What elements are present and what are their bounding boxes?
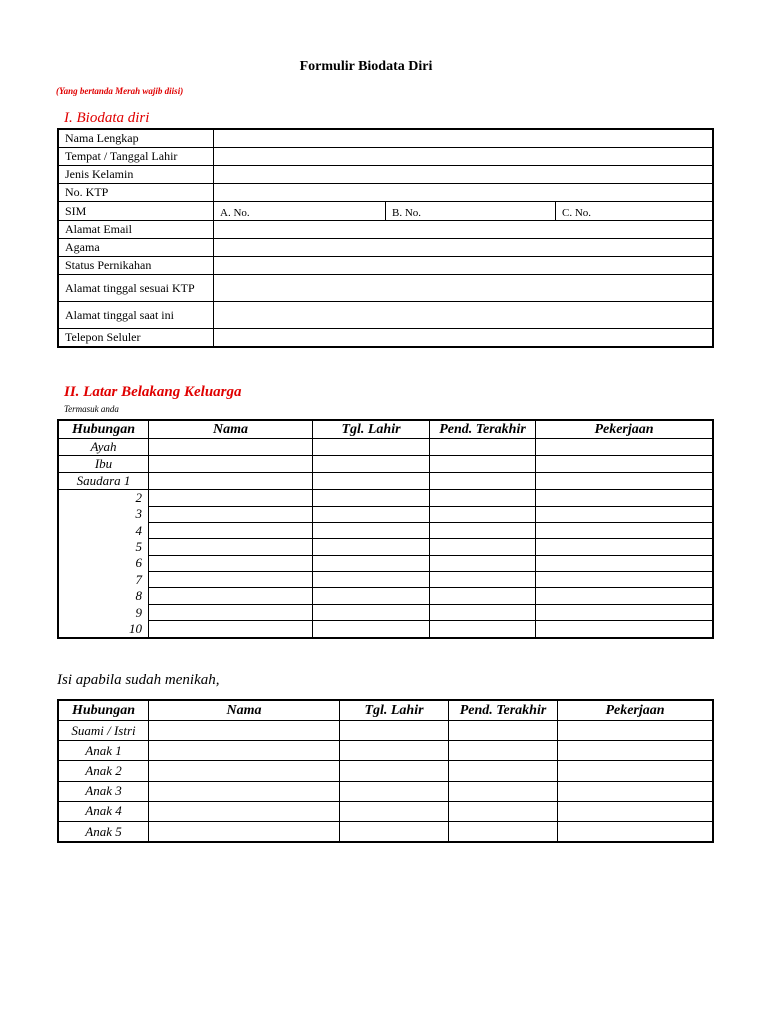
label-no-ktp: No. KTP	[58, 184, 214, 202]
field-agama[interactable]	[214, 239, 714, 257]
relation-label: Anak 2	[58, 761, 149, 781]
cell-tgl-lahir[interactable]	[313, 506, 430, 522]
cell-pekerjaan[interactable]	[536, 539, 714, 555]
row-no-ktp	[58, 184, 713, 202]
section2-subheading: Termasuk anda	[64, 404, 119, 414]
label-jenis-kelamin: Jenis Kelamin	[58, 166, 214, 184]
table-row	[58, 456, 713, 473]
table-row	[58, 741, 713, 761]
table-row	[58, 506, 713, 522]
row-alamat-kini	[58, 302, 713, 329]
spouse-header-row	[58, 700, 713, 721]
cell-tgl-lahir[interactable]	[313, 473, 430, 490]
row-jenis-kelamin	[58, 166, 713, 184]
cell-tgl-lahir[interactable]	[340, 801, 449, 821]
header-pendidikan: Pend. Terakhir	[430, 420, 536, 439]
cell-nama[interactable]	[149, 490, 313, 507]
table-row	[58, 473, 713, 490]
header-hubungan: Hubungan	[58, 700, 149, 721]
relation-label: 4	[58, 522, 149, 538]
cell-pekerjaan[interactable]	[536, 588, 714, 604]
label-ttl: Tempat / Tanggal Lahir	[58, 148, 214, 166]
label-nama-lengkap: Nama Lengkap	[58, 129, 214, 148]
header-hubungan: Hubungan	[58, 420, 149, 439]
cell-tgl-lahir[interactable]	[313, 522, 430, 538]
cell-pendidikan[interactable]	[449, 801, 558, 821]
cell-pendidikan[interactable]	[430, 604, 536, 620]
row-sim	[58, 202, 713, 221]
cell-pekerjaan[interactable]	[536, 456, 714, 473]
field-jenis-kelamin[interactable]	[214, 166, 714, 184]
cell-nama[interactable]	[149, 506, 313, 522]
table-row	[58, 721, 713, 741]
cell-nama[interactable]	[149, 604, 313, 620]
cell-tgl-lahir[interactable]	[313, 539, 430, 555]
relation-label: 7	[58, 572, 149, 588]
field-status[interactable]	[214, 257, 714, 275]
relation-label: Anak 1	[58, 741, 149, 761]
cell-nama[interactable]	[149, 781, 340, 801]
field-alamat-kini[interactable]	[214, 302, 714, 329]
family-header-row	[58, 420, 713, 439]
cell-pendidikan[interactable]	[430, 572, 536, 588]
cell-tgl-lahir[interactable]	[340, 761, 449, 781]
cell-tgl-lahir[interactable]	[313, 490, 430, 507]
cell-pekerjaan[interactable]	[536, 572, 714, 588]
cell-nama[interactable]	[149, 588, 313, 604]
header-nama: Nama	[149, 700, 340, 721]
cell-pekerjaan[interactable]	[536, 439, 714, 456]
row-agama	[58, 239, 713, 257]
table-row	[58, 539, 713, 555]
row-alamat-ktp	[58, 275, 713, 302]
field-sim-c[interactable]: C. No.	[556, 202, 714, 221]
biodata-table	[57, 128, 714, 348]
cell-tgl-lahir[interactable]	[340, 821, 449, 842]
table-row	[58, 621, 713, 638]
cell-pendidikan[interactable]	[430, 506, 536, 522]
cell-pekerjaan[interactable]	[536, 490, 714, 507]
cell-pendidikan[interactable]	[430, 439, 536, 456]
cell-pekerjaan[interactable]	[536, 604, 714, 620]
family-table	[57, 419, 714, 639]
cell-pendidikan[interactable]	[430, 555, 536, 571]
cell-pendidikan[interactable]	[430, 490, 536, 507]
field-telepon[interactable]	[214, 329, 714, 348]
table-row	[58, 572, 713, 588]
label-status: Status Pernikahan	[58, 257, 214, 275]
label-alamat-ktp: Alamat tinggal sesuai KTP	[58, 275, 214, 302]
label-alamat-kini: Alamat tinggal saat ini	[58, 302, 214, 329]
table-row	[58, 604, 713, 620]
section2-heading: II. Latar Belakang Keluarga	[64, 384, 242, 400]
relation-label: 5	[58, 539, 149, 555]
header-tgl-lahir: Tgl. Lahir	[313, 420, 430, 439]
cell-tgl-lahir[interactable]	[313, 555, 430, 571]
cell-pekerjaan[interactable]	[536, 473, 714, 490]
cell-pekerjaan[interactable]	[536, 621, 714, 638]
cell-pekerjaan[interactable]	[558, 741, 714, 761]
spouse-children-table	[57, 699, 714, 843]
cell-pendidikan[interactable]	[430, 456, 536, 473]
header-nama: Nama	[149, 420, 313, 439]
field-ttl[interactable]	[214, 148, 714, 166]
label-agama: Agama	[58, 239, 214, 257]
cell-nama[interactable]	[149, 801, 340, 821]
cell-tgl-lahir[interactable]	[340, 741, 449, 761]
relation-label: Anak 3	[58, 781, 149, 801]
married-label: Isi apabila sudah menikah,	[57, 672, 220, 688]
table-row	[58, 588, 713, 604]
form-title: Formulir Biodata Diri	[299, 59, 433, 74]
cell-pekerjaan[interactable]	[536, 555, 714, 571]
cell-pendidikan[interactable]	[430, 621, 536, 638]
cell-pekerjaan[interactable]	[536, 522, 714, 538]
cell-pendidikan[interactable]	[449, 821, 558, 842]
relation-label: Saudara 1	[58, 473, 149, 490]
cell-nama[interactable]	[149, 539, 313, 555]
label-sim: SIM	[58, 202, 214, 221]
row-email	[58, 221, 713, 239]
table-row	[58, 801, 713, 821]
cell-pekerjaan[interactable]	[558, 821, 714, 842]
cell-nama[interactable]	[149, 473, 313, 490]
header-pendidikan: Pend. Terakhir	[449, 700, 558, 721]
cell-nama[interactable]	[149, 555, 313, 571]
table-row	[58, 761, 713, 781]
header-pekerjaan: Pekerjaan	[558, 700, 714, 721]
cell-tgl-lahir[interactable]	[313, 572, 430, 588]
cell-tgl-lahir[interactable]	[340, 781, 449, 801]
relation-label: 8	[58, 588, 149, 604]
cell-nama[interactable]	[149, 522, 313, 538]
cell-nama[interactable]	[149, 761, 340, 781]
cell-pendidikan[interactable]	[430, 522, 536, 538]
cell-pendidikan[interactable]	[430, 539, 536, 555]
relation-label: Anak 4	[58, 801, 149, 821]
cell-pendidikan[interactable]	[449, 781, 558, 801]
label-telepon: Telepon Seluler	[58, 329, 214, 348]
table-row	[58, 555, 713, 571]
cell-nama[interactable]	[149, 741, 340, 761]
table-row	[58, 781, 713, 801]
field-alamat-ktp[interactable]	[214, 275, 714, 302]
cell-nama[interactable]	[149, 572, 313, 588]
cell-pendidikan[interactable]	[449, 721, 558, 741]
field-sim-b[interactable]: B. No.	[386, 202, 556, 221]
header-pekerjaan: Pekerjaan	[536, 420, 714, 439]
cell-nama[interactable]	[149, 456, 313, 473]
field-nama-lengkap[interactable]	[214, 129, 714, 148]
cell-tgl-lahir[interactable]	[313, 621, 430, 638]
cell-pekerjaan[interactable]	[558, 781, 714, 801]
cell-pekerjaan[interactable]	[536, 506, 714, 522]
label-email: Alamat Email	[58, 221, 214, 239]
cell-nama[interactable]	[149, 621, 313, 638]
table-row	[58, 439, 713, 456]
relation-label: 3	[58, 506, 149, 522]
cell-pendidikan[interactable]	[449, 741, 558, 761]
relation-label: 6	[58, 555, 149, 571]
row-telepon	[58, 329, 713, 348]
relation-label: Suami / Istri	[58, 721, 149, 741]
cell-pendidikan[interactable]	[430, 473, 536, 490]
relation-label: Ibu	[58, 456, 149, 473]
field-sim-a[interactable]: A. No.	[214, 202, 386, 221]
row-status	[58, 257, 713, 275]
relation-label: Anak 5	[58, 821, 149, 842]
cell-pendidikan[interactable]	[449, 761, 558, 781]
table-row	[58, 821, 713, 842]
table-row	[58, 490, 713, 507]
cell-tgl-lahir[interactable]	[313, 588, 430, 604]
cell-tgl-lahir[interactable]	[313, 456, 430, 473]
relation-label: 2	[58, 490, 149, 507]
relation-label: Ayah	[58, 439, 149, 456]
relation-label: 9	[58, 604, 149, 620]
cell-tgl-lahir[interactable]	[340, 721, 449, 741]
cell-pendidikan[interactable]	[430, 588, 536, 604]
cell-pekerjaan[interactable]	[558, 801, 714, 821]
cell-nama[interactable]	[149, 821, 340, 842]
cell-pekerjaan[interactable]	[558, 721, 714, 741]
row-nama-lengkap	[58, 129, 713, 148]
field-no-ktp[interactable]	[214, 184, 714, 202]
row-ttl	[58, 148, 713, 166]
cell-tgl-lahir[interactable]	[313, 604, 430, 620]
table-row	[58, 522, 713, 538]
cell-nama[interactable]	[149, 721, 340, 741]
field-email[interactable]	[214, 221, 714, 239]
cell-tgl-lahir[interactable]	[313, 439, 430, 456]
relation-label: 10	[58, 621, 149, 638]
required-note: (Yang bertanda Merah wajib diisi)	[56, 86, 184, 96]
cell-nama[interactable]	[149, 439, 313, 456]
cell-pekerjaan[interactable]	[558, 761, 714, 781]
header-tgl-lahir: Tgl. Lahir	[340, 700, 449, 721]
section1-heading: I. Biodata diri	[64, 110, 150, 126]
